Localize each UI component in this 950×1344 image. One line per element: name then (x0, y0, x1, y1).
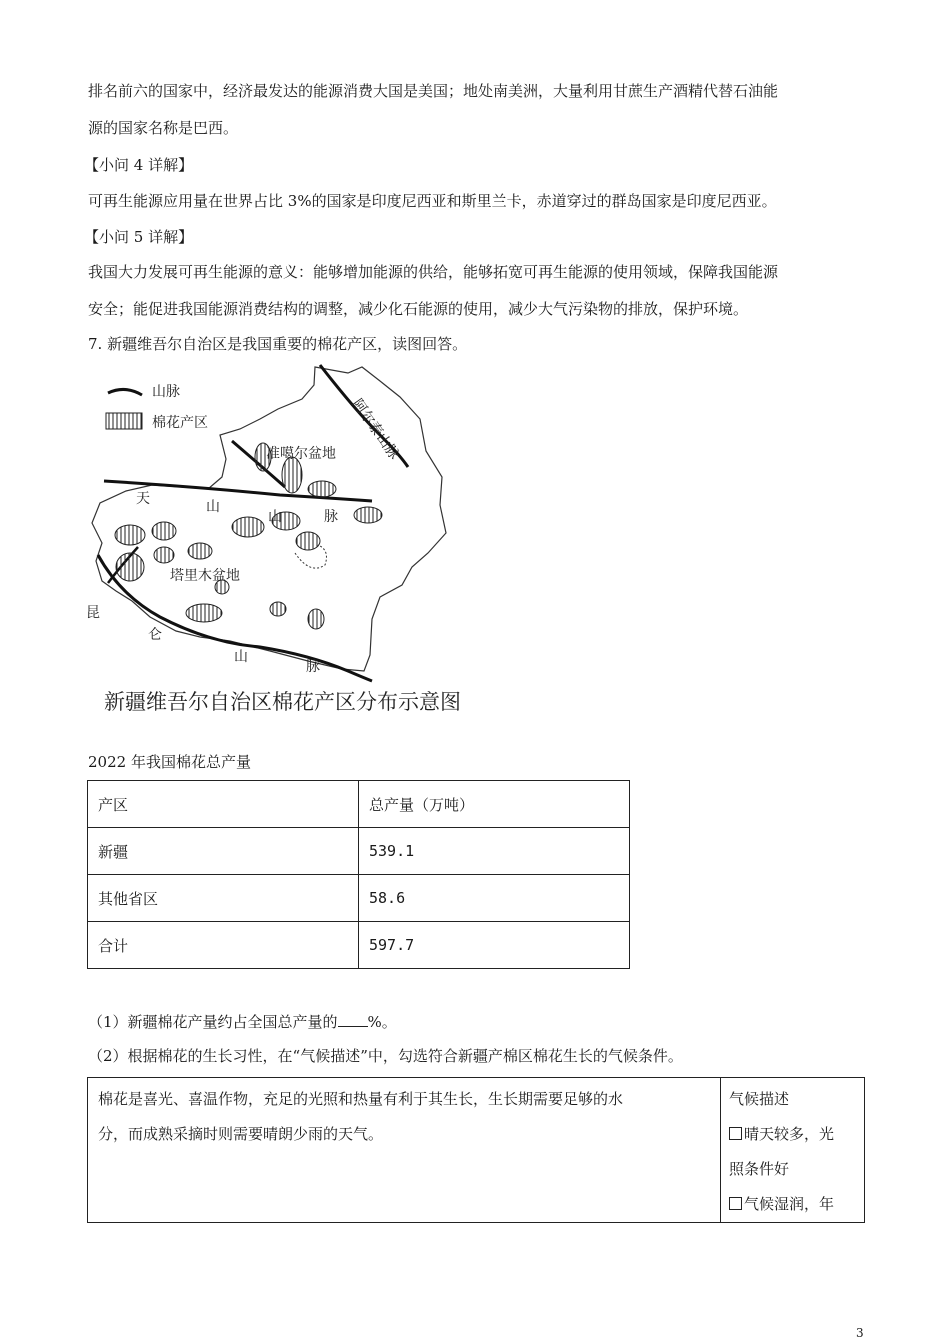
question-1 (88, 1011, 397, 1032)
text-line-6: 我国大力发展可再生能源的意义：能够增加能源的供给，能够拓宽可再生能源的使用领域，保障我国能源 (88, 263, 779, 281)
question-2: （2）根据棉花的生长习性，在“气候描述”中，勾选符合新疆产棉区棉花生长的气候条件。 (88, 1047, 683, 1065)
table-row (88, 828, 630, 875)
option-humid-checkbox[interactable] (729, 1197, 742, 1210)
cotton-habit-description (88, 1078, 721, 1223)
text-line-1: 排名前六的国家中，经济最发达的能源消费大国是美国；地处南美洲，大量利用甘蔗生产酒精代替石油能 (88, 82, 779, 100)
cotton-area (154, 547, 174, 563)
xinjiang-cotton-map (80, 355, 500, 725)
cotton-area (232, 517, 264, 537)
tianshan-label-2: 山 (206, 499, 220, 515)
legend-cotton-symbol (106, 413, 142, 429)
legend-mountain-symbol (108, 389, 142, 395)
climate-table (87, 1077, 865, 1223)
kunlun-label-2: 仑 (148, 627, 162, 643)
desc-line-1: 棉花是喜光、喜温作物，充足的光照和热量有利于其生长，生长期需要足够的水 (98, 1090, 624, 1108)
question-1-suffix: %。 (367, 1013, 397, 1031)
altai-label: 阿尔泰山脉 (348, 396, 402, 463)
tianshan-label-4: 脉 (324, 509, 338, 525)
answer-blank[interactable] (338, 1012, 368, 1027)
legend-mountain-label: 山脉 (152, 384, 180, 400)
text-line-4: 可再生能源应用量在世界占比 3%的国家是印度尼西亚和斯里兰卡，赤道穿过的群岛国家是印度尼西亚。 (88, 192, 777, 210)
table-header-row (88, 781, 630, 828)
cell-region: 其他省区 (88, 875, 359, 922)
text-line-7: 安全；能促进我国能源消费结构的调整，减少化石能源的使用，减少大气污染物的排放，保护环境。 (88, 300, 749, 318)
map-caption: 新疆维吾尔自治区棉花产区分布示意图 (104, 690, 461, 714)
cotton-areas (115, 443, 382, 629)
header-region: 产区 (88, 781, 359, 828)
legend-cotton-label: 棉花产区 (152, 415, 208, 431)
cotton-area (116, 553, 144, 581)
section-heading-4: 【小问 4 详解】 (84, 156, 194, 174)
cell-region: 新疆 (88, 828, 359, 875)
cotton-area (296, 532, 320, 550)
question-1-prefix: （1）新疆棉花产量约占全国总产量的 (88, 1013, 338, 1031)
cotton-production-table (87, 780, 630, 969)
tarim-label: 塔里木盆地 (170, 568, 240, 584)
option-humid[interactable] (729, 1187, 856, 1222)
tianshan-label-1: 天 (136, 491, 150, 507)
table-row (88, 922, 630, 969)
cotton-area (115, 525, 145, 545)
kunlun-label-4: 脉 (306, 659, 320, 675)
page-number: 3 (856, 1326, 864, 1340)
cotton-area (270, 602, 286, 616)
table-title: 2022 年我国棉花总产量 (88, 753, 251, 771)
cotton-area (152, 522, 176, 540)
option-sunny-checkbox[interactable] (729, 1127, 742, 1140)
option-humid-label-a: 气候湿润，年 (744, 1195, 835, 1213)
cell-output: 597.7 (359, 922, 630, 969)
junggar-label: 准噶尔盆地 (266, 446, 336, 462)
option-sunny[interactable] (729, 1117, 856, 1152)
table-row (88, 875, 630, 922)
climate-options (721, 1078, 865, 1223)
kunlun-label-3: 山 (234, 649, 248, 665)
cell-output: 539.1 (359, 828, 630, 875)
cotton-area (354, 507, 382, 523)
cell-region: 合计 (88, 922, 359, 969)
cotton-area (282, 457, 302, 493)
question-7: 7. 新疆维吾尔自治区是我国重要的棉花产区，读图回答。 (88, 335, 468, 353)
desc-line-2: 分，而成熟采摘时则需要晴朗少雨的天气。 (98, 1125, 384, 1143)
section-heading-5: 【小问 5 详解】 (84, 228, 194, 246)
cotton-area (188, 543, 212, 559)
options-header: 气候描述 (729, 1090, 790, 1108)
tianshan-label-3: 山 (268, 509, 282, 525)
header-output: 总产量（万吨） (359, 781, 630, 828)
cotton-area (186, 604, 222, 622)
cotton-area (308, 609, 324, 629)
cotton-area (308, 481, 336, 497)
option-sunny-label-a: 晴天较多，光 (744, 1125, 835, 1143)
kunlun-label-1: 昆 (86, 605, 100, 621)
text-line-2: 源的国家名称是巴西。 (88, 119, 239, 137)
cell-output: 58.6 (359, 875, 630, 922)
option-sunny-label-b: 照条件好 (729, 1160, 790, 1178)
